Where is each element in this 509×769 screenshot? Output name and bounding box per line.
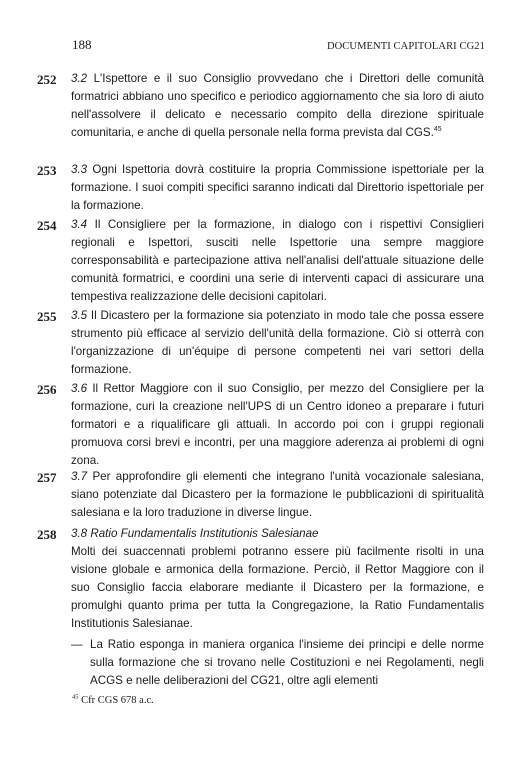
paragraph-number: 254 <box>37 218 57 233</box>
section-number: 3.4 <box>71 218 88 231</box>
list-item-text: La Ratio esponga in maniera organica l'insieme dei principi e delle norme sulla formazione che si trovano nelle Costituzioni e nei Regolamenti, negli ACGS e nelle deliberazioni del CG21, oltre agli elementi <box>90 638 484 687</box>
section-number: 3.3 <box>71 163 88 176</box>
paragraph-text <box>71 70 484 142</box>
paragraph-text <box>71 468 484 522</box>
paragraph-text <box>71 525 484 690</box>
paragraph-body: Molti dei suaccennati problemi potranno essere più facilmente risolti in una visione globale e armonica della formazione. Perciò, il Rettor Maggiore con il suo Consiglio faccia elaborare mediante il Dicastero per la formazione, e promulghi quanto prima per tutta la Congregazione, la Ratio Fundamentalis Institutionis Salesianae. <box>71 545 484 630</box>
paragraph-body: Il Consigliere per la formazione, in dialogo con i rispettivi Consiglieri regionali e Ispettori, susciti nelle Ispettorie una sempre maggiore corresponsabilità e partecipazione attiva nell'analisi dell'attuale situazione delle comunità formatrici, e coordini una serie di interventi capaci di assicurare una tempestiva realizzazione delle decisioni capitolari. <box>71 218 484 303</box>
running-title: DOCUMENTI CAPITOLARI CG21 <box>326 41 485 52</box>
paragraph-body: Ogni Ispettoria dovrà costituire la propria Commissione ispettoriale per la formazione. I suoi compiti specifici saranno indicati dal Direttorio ispettoriale per la formazione. <box>71 163 484 212</box>
paragraph-number: 255 <box>37 309 57 324</box>
paragraph-body: Il Rettor Maggiore con il suo Consiglio, per mezzo del Consigliere per la formazione, curi la creazione nell'UPS di un Centro idoneo a preparare i futuri formatori e a riqualificare gli attuali. In accordo poi con i gruppi regionali promuova corsi brevi e incontri, per una maggiore aderenza ai problemi di ogni zona. <box>71 382 484 467</box>
section-number: 3.5 <box>71 309 88 322</box>
paragraph-body: L'Ispettore e il suo Consiglio provvedano che i Direttori delle comunità formatrici abbiano uno specifico e periodico aggiornamento che sia loro di aiuto nell'assolvere il delicato e necessario compito della direzione spirituale comunitaria, e anche di quella personale nella forma prevista dal CGS. <box>71 72 484 139</box>
paragraph-number: 252 <box>37 72 57 87</box>
page-header <box>72 37 485 55</box>
footnote-marker: 45 <box>72 693 79 701</box>
footnote <box>72 695 154 706</box>
paragraph-number: 256 <box>37 382 57 397</box>
section-number: 3.8 <box>71 527 88 540</box>
footnote-text: Cfr CGS 678 a.c. <box>78 695 154 706</box>
paragraph-text <box>71 380 484 470</box>
footnote-reference: 45 <box>433 126 442 134</box>
dash-list-item <box>71 636 484 690</box>
dash-marker: — <box>71 638 83 651</box>
section-title: Ratio Fundamentalis Institutionis Salesianae <box>87 527 319 540</box>
paragraph-number: 257 <box>37 470 57 485</box>
paragraph-number: 258 <box>37 527 57 542</box>
paragraph-number: 253 <box>37 163 57 178</box>
section-number: 3.2 <box>71 72 88 85</box>
page-number: 188 <box>72 37 92 52</box>
paragraph-text <box>71 161 484 215</box>
paragraph-text <box>71 307 484 379</box>
section-number: 3.6 <box>71 382 88 395</box>
section-heading <box>71 525 484 543</box>
paragraph-body: Per approfondire gli elementi che integrano l'unità vocazionale salesiana, siano potenziate dal Dicastero per la formazione le pubblicazioni di spiritualità salesiana e la loro traduzione in diverse lingue. <box>71 470 484 519</box>
paragraph-body: Il Dicastero per la formazione sia potenziato in modo tale che possa essere strumento più efficace al servizio dell'unità della formazione. Ciò si otterrà con l'organizzazione di un'équipe di persone competenti nei vari settori della formazione. <box>71 309 484 376</box>
paragraph-text <box>71 216 484 306</box>
section-number: 3.7 <box>71 470 88 483</box>
